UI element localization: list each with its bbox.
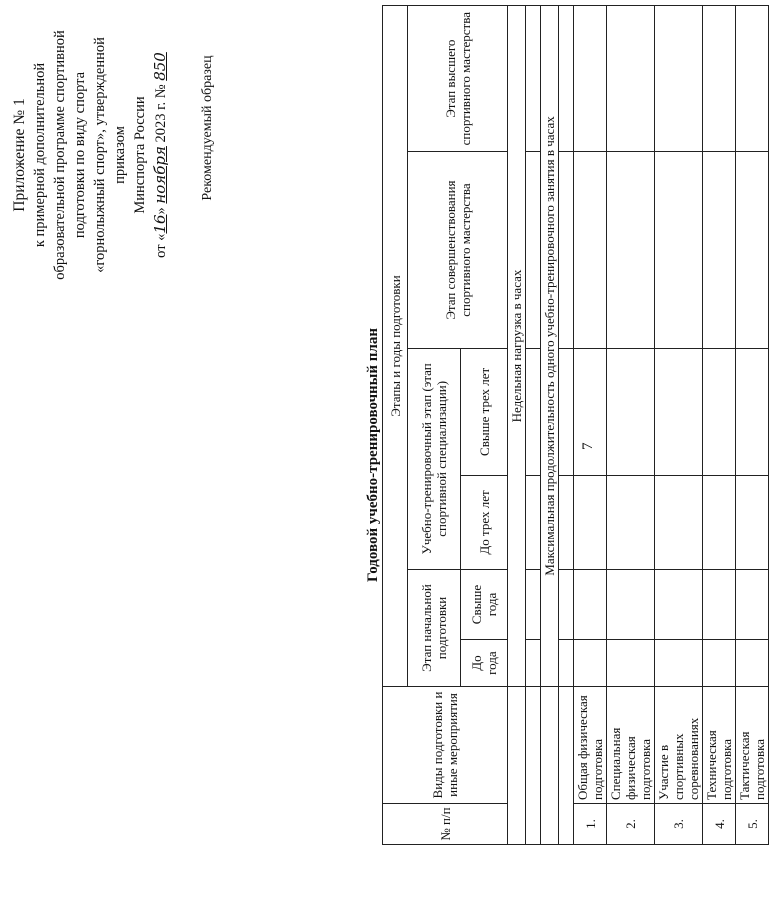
table-row [703,6,736,845]
row-num: 5. [736,804,769,845]
row-kind: Участие в спортивных соревнованиях [655,687,703,804]
header-training-sub2: Свыше трех лет [461,348,508,475]
page-number: 7 [580,442,596,450]
spacer-cell [541,687,559,845]
recommended-label: Рекомендуемый образец [200,55,215,201]
appendix-line: «горнолыжный спорт», утвержденной [92,37,108,273]
value-cell [526,569,541,639]
order-number: 850 [151,52,169,81]
value-cell [526,640,541,687]
header-stage-perfection: Этап совершенствования спортивного мастерства [408,152,508,348]
table-row [607,6,655,845]
value-cell [526,348,541,475]
table-row [655,6,703,845]
row-num: 1. [574,804,607,845]
order-prefix: от « [153,233,169,258]
order-year: 2023 г. № [153,80,169,147]
value-cell [559,640,574,687]
plan-title: Годовой учебно-тренировочный план [365,328,381,582]
value-cell [559,152,574,348]
order-line [150,5,171,305]
value-cell [559,687,574,845]
value-cell [559,569,574,639]
appendix-block [10,5,171,305]
header-training-sub1: До трех лет [461,476,508,570]
appendix-line: Минспорта России [132,96,148,214]
value-cell [526,152,541,348]
order-month: ноября [151,146,169,204]
header-stage-training: Учебно-тренировочный этап (этап спортивной специализации) [408,348,461,569]
appendix-title: Приложение № 1 [11,98,28,212]
header-stage-higher: Этап высшего спортивного мастерства [408,6,508,152]
header-stage-initial: Этап начальной подготовки [408,569,461,686]
row-num: 4. [703,804,736,845]
row-kind: Специальная физическая подготовка [607,687,655,804]
table-row [574,6,607,845]
row-kind: Общая физическая подготовка [574,687,607,804]
header-kind: Виды подготовки и иные мероприятия [383,687,508,804]
row-num: 2. [607,804,655,845]
value-cell [526,687,541,845]
header-num: № п/п [383,804,508,845]
appendix-line: приказом [112,126,128,184]
header-initial-sub1: До года [461,640,508,687]
header-stages: Этапы и годы подготовки [383,6,408,687]
value-cell [526,6,541,152]
appendix-line: образовательной программе спортивной [52,30,68,280]
spacer-cell [508,687,526,845]
table-row [736,6,769,845]
weekly-load-label: Недельная нагрузка в часах [508,6,526,687]
value-cell [559,476,574,570]
training-plan-table [382,5,769,845]
value-cell [526,476,541,570]
appendix-line: подготовки по виду спорта [72,71,88,239]
value-cell [559,348,574,475]
row-kind: Тактическая подготовка [736,687,769,804]
row-num: 3. [655,804,703,845]
row-kind: Техническая подготовка [703,687,736,804]
order-day: 16 [151,214,169,234]
order-mid: » [153,203,169,215]
appendix-line: к примерной дополнительной [32,62,48,248]
value-cell [559,6,574,152]
max-duration-label: Максимальная продолжительность одного учебно-тренировочного занятия в часах [541,6,559,687]
header-initial-sub2: Свыше года [461,569,508,639]
